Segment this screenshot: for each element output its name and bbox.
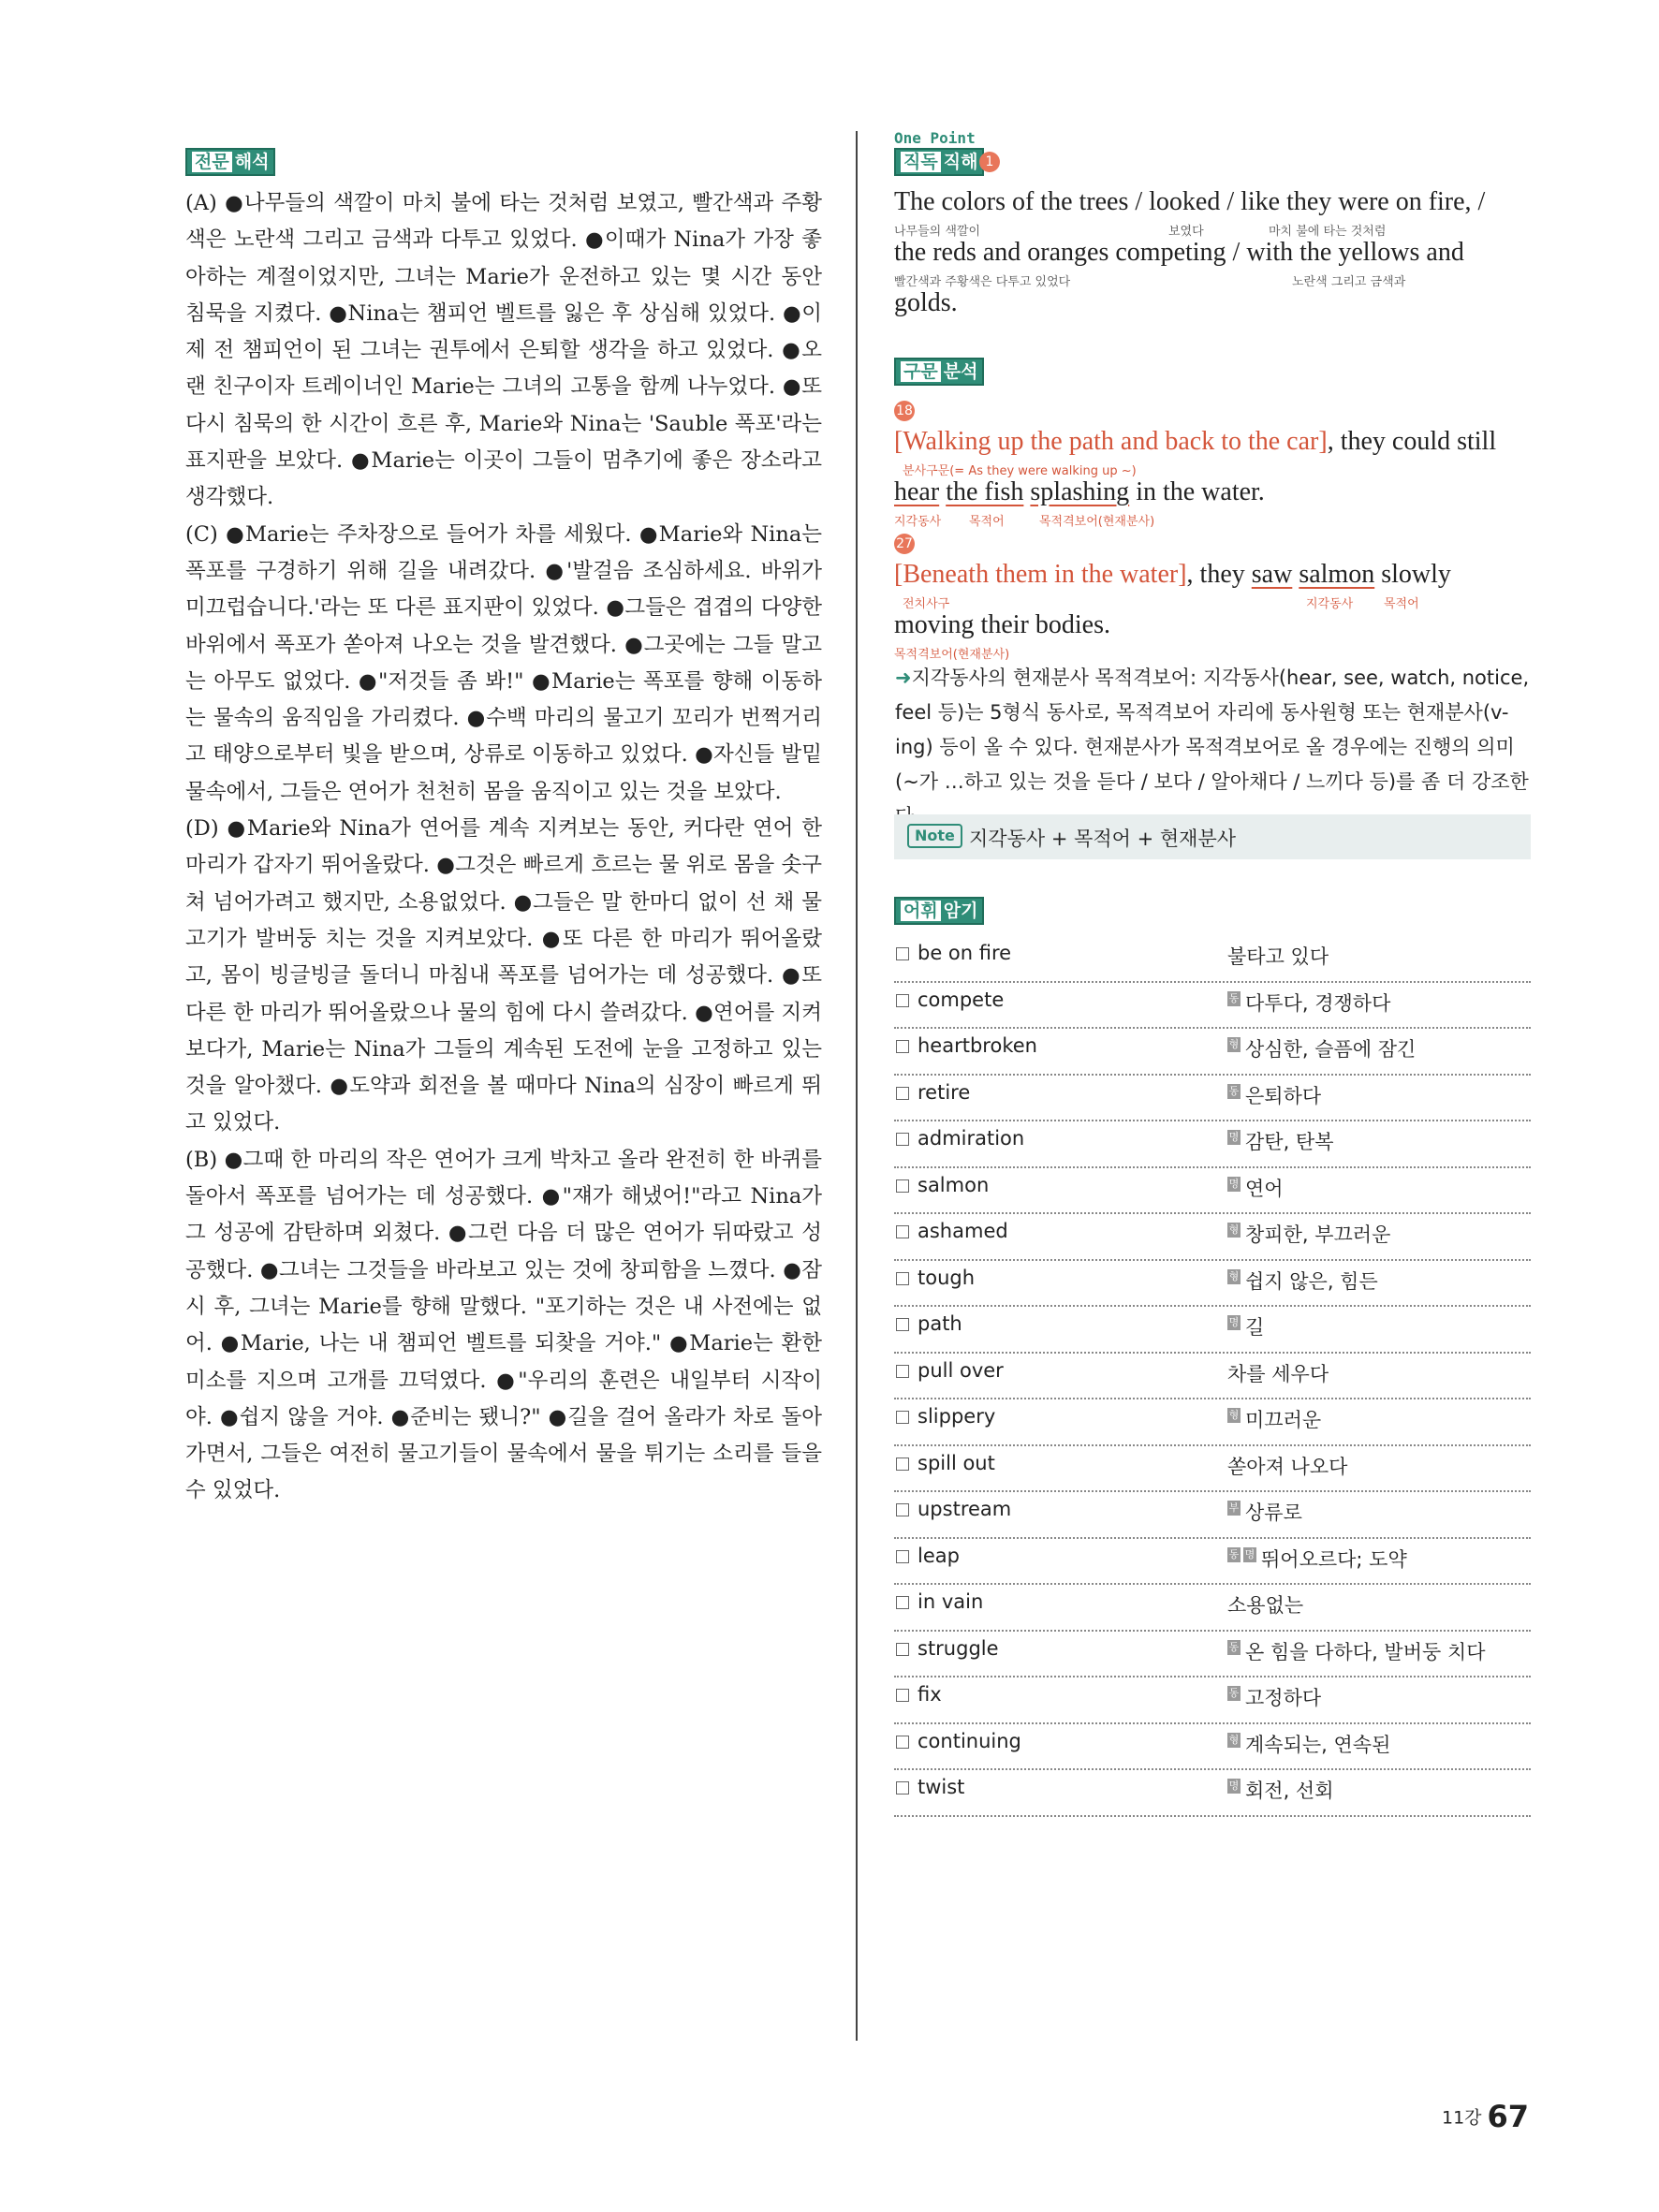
vocab-word: twist <box>918 1776 965 1798</box>
vocab-row <box>894 1076 1531 1122</box>
vocab-row <box>894 1724 1531 1771</box>
one-point-label: One Point <box>894 129 976 147</box>
vocab-word: leap <box>918 1544 960 1567</box>
checkbox-icon[interactable] <box>896 1458 909 1471</box>
syntax-sentence-2-line2: moving their bodies. <box>894 610 1110 639</box>
vocab-meaning: 쉽지 않은, 힘든 <box>1245 1269 1378 1293</box>
checkbox-icon[interactable] <box>896 1272 909 1285</box>
syntax-sentence-1-line2: hear the fish splashing in the water. <box>894 477 1265 506</box>
vocab-meaning: 쏟아져 나오다 <box>1227 1455 1348 1478</box>
syntax-sentence-2-line1: [Beneath them in the water], they saw salmon slowly <box>894 560 1451 589</box>
vocab-meaning: 감탄, 탄복 <box>1245 1131 1334 1153</box>
checkbox-icon[interactable] <box>896 1596 909 1609</box>
syntax-analysis-tag: 구문 분석 <box>894 358 984 386</box>
checkbox-icon[interactable] <box>896 947 909 960</box>
pos-badge: 동 <box>1228 1640 1240 1653</box>
vocab-meaning: 미끄러운 <box>1245 1409 1322 1431</box>
gloss-object-complement: 목적격보어(현재분사) <box>1039 515 1155 529</box>
vocab-row <box>894 1214 1531 1261</box>
pos-badge: 동 <box>1228 1547 1240 1560</box>
gloss-2a: 빨간색과 주황색은 다투고 있었다 <box>894 275 1071 289</box>
note-text: 지각동사 + 목적어 + 현재분사 <box>969 828 1237 850</box>
reading-line-1: The colors of the trees / looked / like they were on fire, / <box>894 187 1486 216</box>
checkbox-icon[interactable] <box>896 1550 909 1563</box>
paragraph-b: (B) ●그때 한 마리의 작은 연어가 크게 박차고 올라 완전히 한 바퀴를 돌아서 폭포를 넘어가는 데 성공했다. ●"쟤가 해냈어!"라고 Nina가 그 성공에 감탄하며 외쳤다. ●그런 다음 더 많은 연어가 뒤따랐고 성공했다. ●그녀는 그것들을 바라보고 있는 것에 창피함을 느꼈다. ●잠시 후, 그녀는 Marie를 향해 말했다. "포기하는 것은 내 사전에는 없어. ●Marie, 나는 내 챔피언 벨트를 되찾을 거야." ●Marie는 환한 미소를 지으며 고개를 끄덕였다. ●"우리의 훈련은 내일부터 시작이야. ●쉽지 않을 거야. ●준비는 됐니?" ●길을 걸어 올라가 차로 돌아가면서, 그들은 여전히 물고기들이 물속에서 물을 튀기는 소리를 들을 수 있었다. <box>185 1147 823 1503</box>
pos-badge: 형 <box>1228 1269 1240 1282</box>
vocab-row <box>894 1492 1531 1539</box>
vocab-row <box>894 1121 1531 1168</box>
vocab-meaning: 창피한, 부끄러운 <box>1245 1223 1391 1246</box>
gloss-prep-phrase: 전치사구 <box>903 597 950 611</box>
vocab-word: pull over <box>918 1358 1004 1382</box>
gloss-perception-verb-2: 지각동사 <box>1306 597 1354 611</box>
checkbox-icon[interactable] <box>896 1365 909 1378</box>
gloss-2b: 노란색 그리고 금색과 <box>1292 275 1406 289</box>
pos-badge: 형 <box>1228 1038 1240 1050</box>
page-footer <box>1442 2099 1529 2134</box>
checkbox-icon[interactable] <box>896 1411 909 1424</box>
reading-line-3: golds. <box>894 288 958 317</box>
checkbox-icon[interactable] <box>896 1318 909 1331</box>
checkbox-icon[interactable] <box>896 1179 909 1193</box>
vocab-row <box>894 1677 1531 1724</box>
pos-badge: 명 <box>1244 1547 1255 1560</box>
vocab-row <box>894 1307 1531 1354</box>
vocab-word: be on fire <box>918 942 1012 964</box>
checkbox-icon[interactable] <box>896 1781 909 1795</box>
checkbox-icon[interactable] <box>896 1133 909 1146</box>
vocab-meaning: 다투다, 경쟁하다 <box>1245 991 1391 1015</box>
translation-body <box>185 185 822 1510</box>
pos-badge: 동 <box>1228 1687 1240 1699</box>
vocab-meaning: 길 <box>1245 1316 1265 1339</box>
paragraph-d: (D) ●Marie와 Nina가 연어를 계속 지켜보는 동안, 커다란 연어 한 마리가 갑자기 뛰어올랐다. ●그것은 빠르게 흐르는 물 위로 몸을 솟구쳐 넘어가려고 했지만, 소용없었다. ●그들은 말 한마디 없이 선 채 물고기가 발버둥 치는 것을 지켜보았다. ●또 다른 한 마리가 뛰어올랐고, 몸이 빙글빙글 돌더니 마침내 폭포를 넘어가는 데 성공했다. ●또 다른 한 마리가 뛰어올랐으나 물의 힘에 다시 쓸려갔다. ●연어를 지켜보다가, Marie는 Nina가 그들의 계속된 도전에 눈을 고정하고 있는 것을 알아챘다. ●도약과 회전을 볼 때마다 Nina의 심장이 빠르게 뛰고 있었다. <box>185 816 822 1135</box>
vocab-meaning: 온 힘을 다하다, 발버둥 치다 <box>1245 1640 1486 1663</box>
pos-badge: 명 <box>1228 1780 1240 1792</box>
direct-reading-tag: 직독 직해 <box>894 148 984 176</box>
vocab-row <box>894 1539 1531 1586</box>
vocab-row <box>894 1585 1531 1632</box>
vocab-meaning: 계속되는, 연속된 <box>1245 1733 1391 1756</box>
vocab-meaning: 불타고 있다 <box>1227 945 1329 968</box>
vocab-word: in vain <box>918 1590 984 1613</box>
sentence-27-badge: 27 <box>894 534 915 554</box>
pos-badge: 동 <box>1228 1084 1240 1097</box>
vocab-word: spill out <box>918 1451 995 1474</box>
vocab-row <box>894 1770 1531 1817</box>
vocab-row <box>894 936 1531 983</box>
gloss-perception-verb: 지각동사 <box>894 515 942 529</box>
checkbox-icon[interactable] <box>896 1503 909 1516</box>
checkbox-icon[interactable] <box>896 1225 909 1238</box>
checkbox-icon[interactable] <box>896 1040 909 1053</box>
point-number-badge: 1 <box>979 152 1000 172</box>
vocab-meaning: 차를 세우다 <box>1227 1362 1329 1385</box>
vocab-word: path <box>918 1312 962 1335</box>
vocab-meaning: 상심한, 슬픔에 잠긴 <box>1245 1038 1417 1061</box>
pos-badge: 명 <box>1228 1131 1240 1143</box>
gloss-1c: 마치 불에 타는 것처럼 <box>1269 225 1387 239</box>
vocab-meaning: 회전, 선회 <box>1245 1780 1334 1802</box>
pos-badge: 형 <box>1228 1409 1240 1421</box>
vocab-meaning: 연어 <box>1245 1177 1284 1200</box>
vocab-row <box>894 1399 1531 1446</box>
vocab-word: struggle <box>918 1636 999 1660</box>
reading-line-2: the reds and oranges competing / with the yellows and <box>894 238 1464 267</box>
paragraph-c: (C) ●Marie는 주차장으로 들어가 차를 세웠다. ●Marie와 Nina는 폭포를 구경하기 위해 길을 내려갔다. ●'발걸음 조심하세요. 바위가 미끄럽습니다.'라는 또 다른 표지판이 있었다. ●그들은 겹겹의 다양한 바위에서 폭포가 쏟아져 나오는 것을 발견했다. ●그곳에는 그들 말고는 아무도 없었다. ●"저것들 좀 봐!" ●Marie는 폭포를 향해 이동하는 물속의 움직임을 가리켰다. ●수백 마리의 물고기 꼬리가 번쩍거리고 태양으로부터 빛을 받으며, 상류로 이동하고 있었다. ●자신들 발밑 물속에서, 그들은 연어가 천천히 몸을 움직이고 있는 것을 보았다. <box>185 521 822 804</box>
vocab-tag: 어휘 암기 <box>894 897 984 925</box>
pos-badge: 형 <box>1228 1223 1240 1236</box>
vocab-row <box>894 1446 1531 1493</box>
page-number: 67 <box>1487 2099 1530 2134</box>
pos-badge: 부 <box>1228 1502 1240 1514</box>
vocab-meaning: 고정하다 <box>1245 1687 1322 1709</box>
checkbox-icon[interactable] <box>896 1087 909 1100</box>
syntax-gloss-participle: 분사구문(= As they were walking up ~) <box>903 464 1137 478</box>
pos-badge: 명 <box>1228 1316 1240 1328</box>
vocab-meaning: 소용없는 <box>1227 1594 1304 1617</box>
arrow-icon: ➜ <box>895 667 912 689</box>
pos-badge: 명 <box>1228 1177 1240 1190</box>
gloss-object-2: 목적어 <box>1384 597 1419 611</box>
note-label: Note <box>907 824 962 848</box>
lesson-label: 11강 <box>1442 2107 1482 2129</box>
pos-badge: 동 <box>1228 991 1240 1004</box>
note-box <box>894 814 1531 859</box>
syntax-sentence-1-line1: [Walking up the path and back to the car], they could still <box>894 427 1497 456</box>
vocab-meaning: 상류로 <box>1245 1502 1302 1524</box>
vocab-word: slippery <box>918 1405 996 1428</box>
gloss-1a: 나무들의 색깔이 <box>894 225 981 239</box>
vocab-row <box>894 1261 1531 1308</box>
checkbox-icon[interactable] <box>896 1689 909 1702</box>
vocab-word: compete <box>918 988 1005 1011</box>
vocab-row <box>894 1168 1531 1215</box>
vocab-word: continuing <box>918 1729 1021 1752</box>
paragraph-a: (A) ●나무들의 색깔이 마치 불에 타는 것처럼 보였고, 빨간색과 주황색은 노란색 그리고 금색과 다투고 있었다. ●이때가 Nina가 가장 좋아하는 계절이었지만, 그녀는 Marie가 운전하고 있는 몇 시간 동안 침묵을 지켰다. ●Nina는 챔피언 벨트를 잃은 후 상심해 있었다. ●이제 전 챔피언이 된 그녀는 권투에서 은퇴할 생각을 하고 있었다. ●오랜 친구이자 트레이너인 Marie는 그녀의 고통을 함께 나누었다. ●또다시 침묵의 한 시간이 흐른 후, Marie와 Nina는 'Sauble 폭포'라는 표지판을 보았다. ●Marie는 이곳이 그들이 멈추기에 좋은 장소라고 생각했다. <box>185 191 822 510</box>
vocab-word: upstream <box>918 1498 1012 1520</box>
vocab-list <box>894 936 1531 1817</box>
syntax-explanation: ➜지각동사의 현재분사 목적격보어: 지각동사(hear, see, watch, notice, feel 등)는 5형식 동사로, 목적격보어 자리에 동사원형 또는 현재분사(v-ing) 등이 올 수 있다. 현재분사가 목적격보어로 올 경우에는 진행의 의미(~가 …하고 있는 것을 듣다 / 보다 / 알아채다 / 느끼다 등)를 좀 더 강조한 <box>895 667 1530 793</box>
column-divider <box>856 131 858 2041</box>
vocab-meaning: 뛰어오르다; 도약 <box>1261 1547 1407 1571</box>
vocab-meaning: 은퇴하다 <box>1245 1084 1322 1107</box>
gloss-object-complement-2: 목적격보어(현재분사) <box>894 648 1010 662</box>
vocab-word: heartbroken <box>918 1034 1037 1057</box>
vocab-word: ashamed <box>918 1220 1008 1242</box>
gloss-object: 목적어 <box>969 515 1005 529</box>
checkbox-icon[interactable] <box>896 1736 909 1749</box>
vocab-word: salmon <box>918 1173 990 1196</box>
vocab-row <box>894 983 1531 1030</box>
checkbox-icon[interactable] <box>896 994 909 1007</box>
vocab-row <box>894 1029 1531 1076</box>
full-translation-tag: 전문 해석 <box>185 148 275 176</box>
vocab-word: tough <box>918 1266 976 1289</box>
checkbox-icon[interactable] <box>896 1643 909 1656</box>
vocab-row <box>894 1632 1531 1678</box>
vocab-word: retire <box>918 1080 971 1104</box>
sentence-18-badge: 18 <box>894 401 915 421</box>
vocab-row <box>894 1354 1531 1400</box>
vocab-word: fix <box>918 1683 942 1706</box>
pos-badge: 형 <box>1228 1733 1240 1746</box>
vocab-word: admiration <box>918 1127 1025 1150</box>
gloss-1b: 보였다 <box>1168 225 1204 239</box>
